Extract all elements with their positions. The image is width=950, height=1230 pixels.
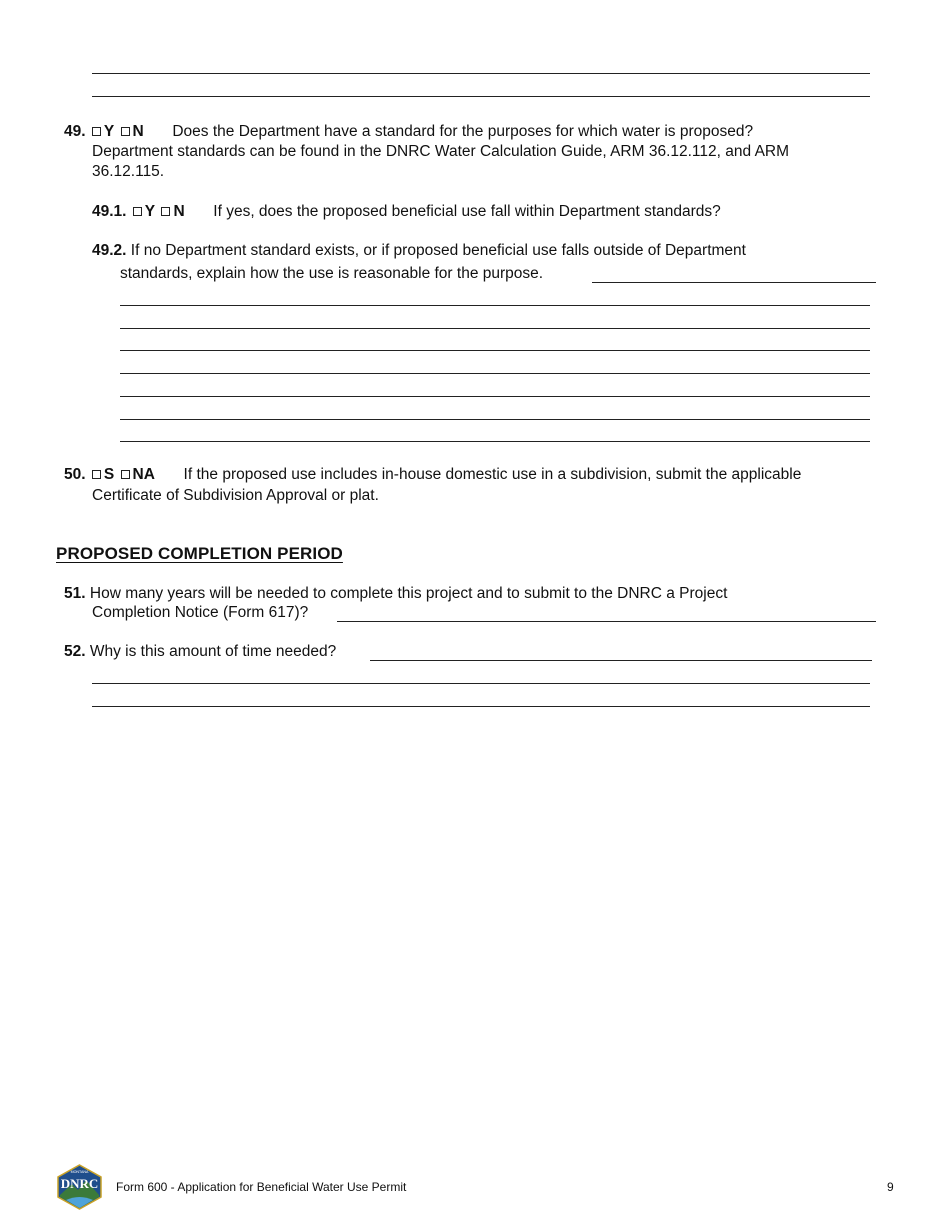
option-label: N [173,203,185,220]
question-text: standards, explain how the use is reasonable for the purpose. [120,265,544,282]
question-text: Does the Department have a standard for the purposes for which water is proposed? [172,123,754,140]
option-label: Y [144,203,156,220]
question-number: 49. [64,123,86,140]
svg-text:MONTANA: MONTANA [70,1170,89,1174]
question-text: How many years will be needed to complete this project and to submit to the DNRC a Project [89,585,728,602]
question-number: 51. [64,585,86,602]
answer-line[interactable] [92,683,870,684]
question-text: If the proposed use includes in-house domestic use in a subdivision, submit the applicable [183,466,802,483]
question-text: Department standards can be found in the DNRC Water Calculation Guide, ARM 36.12.112, and ARM [92,143,790,160]
answer-line[interactable] [337,621,876,622]
question-text: 36.12.115. [92,163,165,180]
dnrc-logo [56,1164,103,1210]
option-label: NA [132,466,155,483]
question-51 [64,584,727,604]
option-label: Y [103,123,115,140]
checkbox-na[interactable] [121,470,130,479]
answer-line[interactable] [120,419,870,420]
checkbox-no[interactable] [161,207,170,216]
answer-line[interactable] [120,328,870,329]
question-50 [64,465,801,485]
question-49-2 [92,241,746,261]
answer-line[interactable] [120,441,870,442]
page-number: 9 [887,1180,894,1194]
question-text: Completion Notice (Form 617)? [92,604,309,621]
question-number: 52. [64,643,86,660]
question-52 [64,642,336,662]
answer-line[interactable] [120,396,870,397]
question-text: Certificate of Subdivision Approval or plat. [92,487,379,504]
answer-line[interactable] [592,282,876,283]
question-text: Why is this amount of time needed? [89,643,337,660]
answer-line[interactable] [120,373,870,374]
checkbox-no[interactable] [121,127,130,136]
answer-line[interactable] [120,350,870,351]
answer-line[interactable] [120,305,870,306]
section-heading: PROPOSED COMPLETION PERIOD [56,544,343,563]
checkbox-yes[interactable] [133,207,142,216]
question-number: 49.2. [92,242,127,259]
question-number: 49.1. [92,203,127,220]
answer-line[interactable] [92,706,870,707]
question-number: 50. [64,466,86,483]
option-label: S [103,466,115,483]
question-49 [64,122,753,142]
footer-form-title: Form 600 - Application for Beneficial Water Use Permit [116,1180,407,1194]
checkbox-s[interactable] [92,470,101,479]
svg-text:DNRC: DNRC [60,1176,99,1191]
answer-line[interactable] [92,96,870,97]
question-49-1 [92,202,721,222]
answer-line[interactable] [92,73,870,74]
question-text: If no Department standard exists, or if proposed beneficial use falls outside of Department [130,242,746,259]
checkbox-yes[interactable] [92,127,101,136]
option-label: N [132,123,144,140]
question-text: If yes, does the proposed beneficial use fall within Department standards? [213,203,721,220]
answer-line[interactable] [370,660,872,661]
